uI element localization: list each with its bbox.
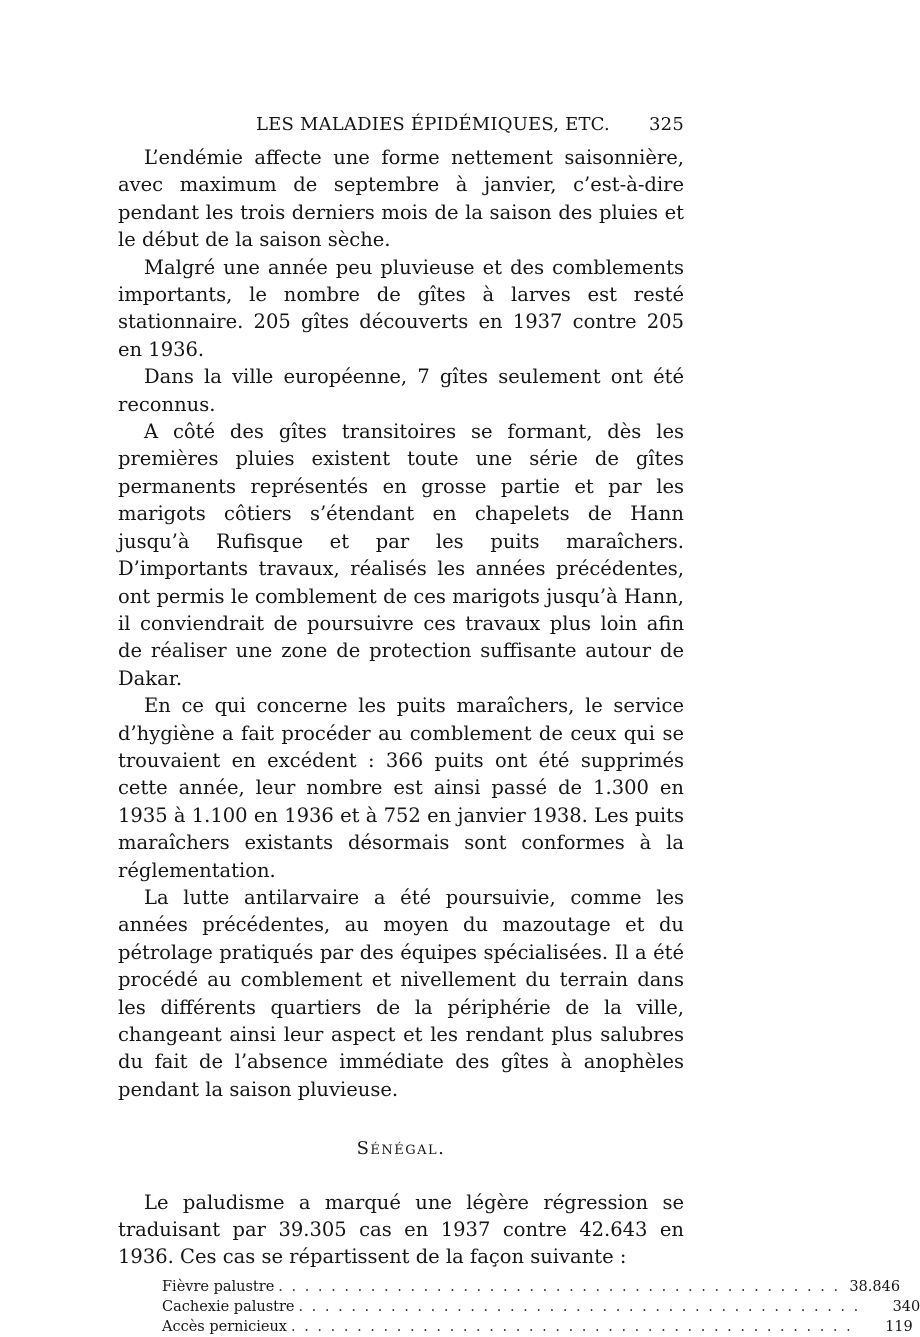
entry-label: Cachexie palustre xyxy=(162,1298,295,1315)
leader-dots: . . . . . . . . . . . . . . . . . . . . . . . . . . . . . . . . . . . . . . . . . . . xyxy=(290,1318,853,1335)
entry-value: 340 xyxy=(892,1298,920,1315)
paragraph: En ce qui concerne les puits maraîchers, le service d’hygiène a fait procéder au comblement de ceux qui se trouvaient en excédent : 366 puits ont été supprimés cette année, leur nombre est ainsi passé de 1.300 en 1935 à 1.100 en 1936 et à 752 en janvier 1938. Les puits maraîchers existants désormais sont conformes à la réglementation. xyxy=(118,694,684,882)
list-item xyxy=(162,1277,901,1297)
entry-value: 119 xyxy=(885,1318,913,1335)
paragraph: Malgré une année peu pluvieuse et des comblements importants, le nombre de gîtes à larves est resté stationnaire. 205 gîtes découverts en 1937 contre 205 en 1936. xyxy=(118,255,684,361)
list-item xyxy=(162,1297,920,1317)
paragraph: La lutte antilarvaire a été poursuivie, comme les années précédentes, au moyen du mazoutage et du pétrolage pratiqués par des équipes spécialisées. Il a été procédé au comblement et nivellement du terrain dans les différents quartiers de la périphérie de la ville, changeant ainsi leur aspect et les rendant plus salubres du fait de l’absence immédiate des gîtes à anophèles pendant la saison pluvieuse. xyxy=(118,885,684,1101)
running-title: LES MALADIES ÉPIDÉMIQUES, ETC. xyxy=(256,114,610,135)
leader-dots: . . . . . . . . . . . . . . . . . . . . . . . . . . . . . . . . . . . . . . . . . . . xyxy=(278,1278,841,1295)
entry-label: Fièvre palustre xyxy=(162,1278,275,1295)
page-number: 325 xyxy=(649,114,684,135)
leader-dots: . . . . . . . . . . . . . . . . . . . . . . . . . . . . . . . . . . . . . . . . . . . xyxy=(298,1298,861,1315)
entry-value: 38.846 xyxy=(849,1278,901,1295)
case-list xyxy=(162,1277,920,1337)
section-heading: Sénégal. xyxy=(356,1138,446,1160)
list-item xyxy=(162,1317,913,1337)
page xyxy=(118,114,920,1337)
paragraph: A côté des gîtes transitoires se formant, dès les premières pluies existent toute une série de gîtes permanents représentés en grosse partie et par les marigots côtiers s’étendant en chapelets de Hann jusqu’à Rufisque et par les puits maraîchers. D’importants travaux, réalisés les années précédentes, ont permis le comblement de ces marigots jusqu’à Hann, il conviendrait de poursuivre ces travaux plus loin afin de réaliser une zone de protection suffisante autour de Dakar. xyxy=(118,420,684,690)
body-text xyxy=(118,144,684,1271)
section-intro: Le paludisme a marqué une légère régression se traduisant par 39.305 cas en 1937 contre 42.643 en 1936. Ces cas se répartissent de la façon suivante : xyxy=(118,1190,684,1269)
entry-label: Accès pernicieux xyxy=(162,1318,287,1335)
running-head xyxy=(118,114,684,144)
paragraph: Dans la ville européenne, 7 gîtes seulement ont été reconnus. xyxy=(118,365,684,416)
paragraph: L’endémie affecte une forme nettement saisonnière, avec maximum de septembre à janvier, c’est-à-dire pendant les trois derniers mois de la saison des pluies et le début de la saison sèche. xyxy=(118,146,684,252)
